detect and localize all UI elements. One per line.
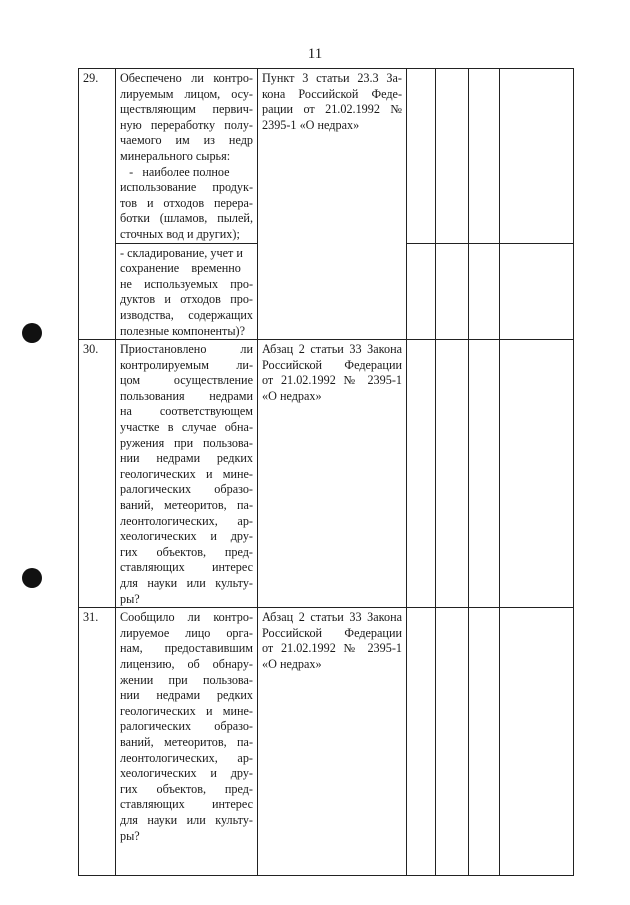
answer-cell[interactable]: [469, 340, 500, 608]
answer-cell[interactable]: [469, 608, 500, 876]
answer-cell[interactable]: [436, 69, 469, 244]
row-number: 30.: [79, 340, 116, 608]
answer-cell[interactable]: [407, 69, 436, 244]
question-text: Приостановлено ли контролируемым ли- цом осуществление пользования недрами на соответствующем участке в случае обна- ружения при пользова- нии недрами редких геологических и мине- ралогических образо- ваний, метеоритов, па- леонтологических, ар- хеологических и дру- гих объектов, пред- ставляющих интерес для науки или культу- ры?: [116, 340, 258, 608]
note-cell[interactable]: [500, 340, 574, 608]
punch-hole-lower: [22, 568, 42, 588]
answer-cell[interactable]: [407, 340, 436, 608]
legal-reference: Абзац 2 статьи 33 Закона Российской Федерации от 21.02.1992 № 2395-1 «О недрах»: [258, 608, 407, 876]
answer-cell[interactable]: [436, 243, 469, 340]
answer-cell[interactable]: [407, 608, 436, 876]
answer-cell[interactable]: [407, 243, 436, 340]
question-text: Сообщило ли контро- лируемое лицо орга- нам, предоставившим лицензию, об обнару- жении при пользова- нии недрами редких геологических и мине- ралогических образо- ваний, метеоритов, па- леонтологических, ар- хеологических и дру- гих объектов, пред- ставляющих интерес для науки или культу- ры?: [116, 608, 258, 876]
note-cell[interactable]: [500, 243, 574, 340]
table-row: [79, 340, 574, 608]
table-row: [79, 69, 574, 244]
legal-reference: Пункт 3 статьи 23.3 За- кона Российской Феде- рации от 21.02.1992 № 2395-1 «О недрах»: [258, 69, 407, 340]
answer-cell[interactable]: [469, 243, 500, 340]
question-text: Обеспечено ли контро- лируемым лицом, осу- ществляющим первич- ную переработку полу- чаемого им из недр минерального сырья: - наиболее полное использование продук- тов и отходов перера- ботки (шламов, пылей, сточных вод и других);: [116, 69, 258, 244]
answer-cell[interactable]: [469, 69, 500, 244]
table-row: [79, 608, 574, 876]
legal-reference: Абзац 2 статьи 33 Закона Российской Федерации от 21.02.1992 № 2395-1 «О недрах»: [258, 340, 407, 608]
row-number: 31.: [79, 608, 116, 876]
note-cell[interactable]: [500, 608, 574, 876]
question-text: - складирование, учет и сохранение временно не используемых про- дуктов и отходов про- изводства, содержащих полезные компоненты)?: [116, 243, 258, 340]
answer-cell[interactable]: [436, 340, 469, 608]
punch-hole-upper: [22, 323, 42, 343]
page-number: 11: [307, 46, 323, 62]
note-cell[interactable]: [500, 69, 574, 244]
row-number: 29.: [79, 69, 116, 340]
checklist-table: [78, 68, 574, 876]
answer-cell[interactable]: [436, 608, 469, 876]
